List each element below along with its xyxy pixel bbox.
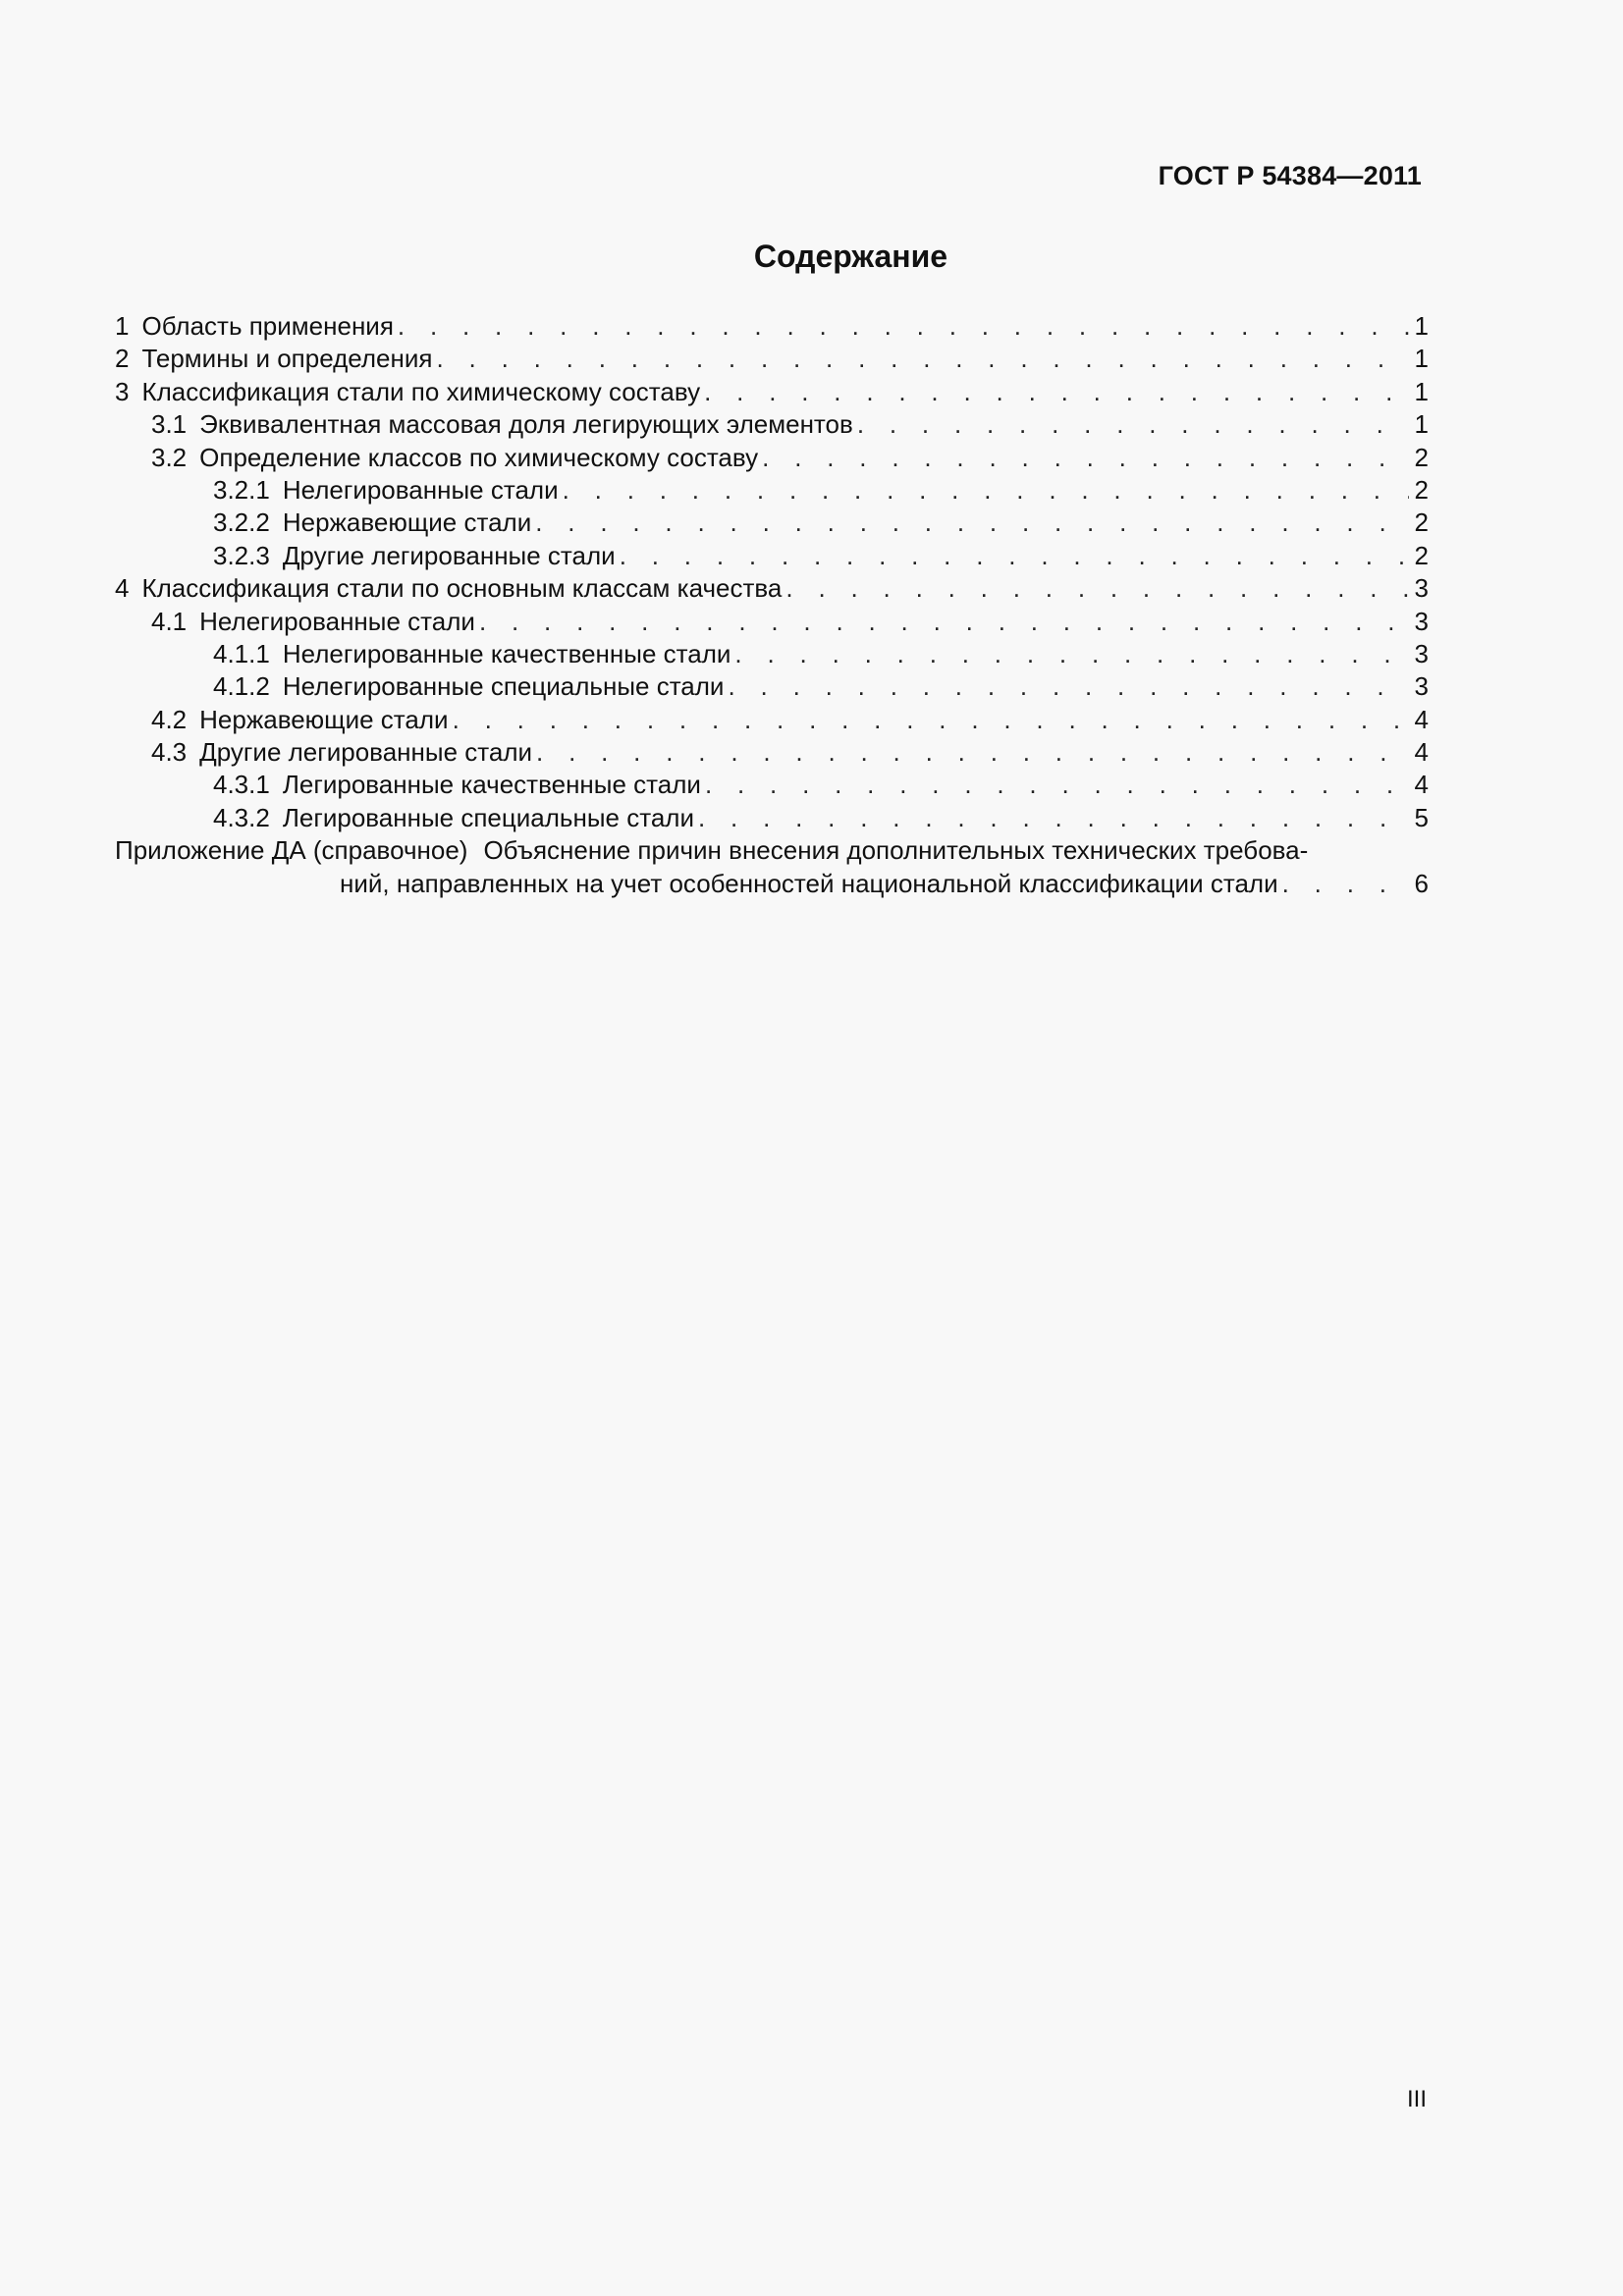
toc-leader-dots bbox=[1282, 868, 1409, 900]
toc-page-number: 4 bbox=[1414, 704, 1429, 734]
toc-title: Нержавеющие стали bbox=[282, 507, 532, 538]
toc-title: Легированные качественные стали bbox=[282, 770, 701, 800]
toc-leader-dots bbox=[734, 638, 1409, 670]
toc-leader-dots bbox=[398, 310, 1409, 343]
toc-number: 4.3.2 bbox=[213, 802, 270, 832]
page-number: III bbox=[1406, 2086, 1427, 2112]
toc-item-3-1[interactable] bbox=[115, 408, 1429, 441]
toc-item-3-2[interactable] bbox=[115, 442, 1429, 474]
toc-item-1[interactable] bbox=[115, 310, 1429, 343]
toc-page-number: 1 bbox=[1414, 376, 1429, 406]
toc-number: 4.1.2 bbox=[213, 671, 270, 702]
toc-item-4-3[interactable] bbox=[115, 736, 1429, 769]
doc-code: ГОСТ Р 54384—2011 bbox=[1158, 161, 1422, 190]
toc-number: 3.2.1 bbox=[213, 474, 270, 505]
toc-leader-dots bbox=[704, 376, 1409, 408]
toc-leader-dots bbox=[436, 343, 1409, 375]
toc-title: Другие легированные стали bbox=[282, 540, 616, 570]
toc-item-4[interactable] bbox=[115, 572, 1429, 605]
toc-title: Эквивалентная массовая доля легирующих элементов bbox=[199, 409, 853, 440]
toc-item-2[interactable] bbox=[115, 343, 1429, 375]
toc-number: 4.3 bbox=[151, 737, 188, 768]
toc-page-number: 1 bbox=[1414, 344, 1429, 374]
toc-leader-dots bbox=[535, 507, 1409, 539]
toc-page-number: 3 bbox=[1414, 573, 1429, 604]
toc-page-number: 3 bbox=[1414, 606, 1429, 636]
toc-number: 3.2.3 bbox=[213, 540, 270, 570]
toc-title: Нелегированные специальные стали bbox=[282, 671, 725, 702]
toc-leader-dots bbox=[620, 540, 1409, 572]
toc-title: Классификация стали по основным классам качества bbox=[141, 573, 783, 604]
toc-title: Нелегированные стали bbox=[282, 474, 559, 505]
toc-page-number: 5 bbox=[1414, 802, 1429, 832]
table-of-contents bbox=[115, 310, 1429, 900]
toc-number: 3.2 bbox=[151, 442, 188, 472]
toc-item-4-3-2[interactable] bbox=[115, 802, 1429, 834]
toc-leader-dots bbox=[698, 802, 1409, 834]
toc-item-3-2-2[interactable] bbox=[115, 507, 1429, 539]
toc-item-4-3-1[interactable] bbox=[115, 769, 1429, 801]
toc-number: 2 bbox=[115, 344, 130, 374]
toc-number: 3.1 bbox=[151, 409, 188, 440]
toc-item-4-1-1[interactable] bbox=[115, 638, 1429, 670]
toc-number: 3 bbox=[115, 376, 130, 406]
toc-leader-dots bbox=[705, 769, 1409, 801]
toc-leader-dots bbox=[785, 572, 1409, 605]
toc-item-4-1[interactable] bbox=[115, 606, 1429, 638]
toc-item-4-2[interactable] bbox=[115, 704, 1429, 736]
toc-page-number: 4 bbox=[1414, 770, 1429, 800]
toc-leader-dots bbox=[536, 736, 1409, 769]
toc-title: Легированные специальные стали bbox=[282, 802, 694, 832]
toc-number: 4.1 bbox=[151, 606, 188, 636]
toc-leader-dots bbox=[857, 408, 1409, 441]
toc-item-3-2-1[interactable] bbox=[115, 474, 1429, 507]
appendix-label: Приложение ДА (справочное) bbox=[115, 835, 468, 866]
toc-page-number: 2 bbox=[1414, 540, 1429, 570]
toc-item-appendix-da[interactable] bbox=[115, 834, 1429, 900]
toc-item-3-2-3[interactable] bbox=[115, 540, 1429, 572]
toc-page-number: 3 bbox=[1414, 671, 1429, 702]
toc-leader-dots bbox=[728, 670, 1409, 703]
toc-page-number: 1 bbox=[1414, 311, 1429, 341]
toc-leader-dots bbox=[479, 606, 1409, 638]
toc-title: Определение классов по химическому составу bbox=[199, 442, 759, 472]
toc-page-number: 4 bbox=[1414, 737, 1429, 768]
toc-page-number: 6 bbox=[1414, 868, 1429, 898]
toc-title: Нелегированные стали bbox=[199, 606, 475, 636]
toc-page-number: 1 bbox=[1414, 409, 1429, 440]
toc-page-number: 2 bbox=[1414, 474, 1429, 505]
toc-page-number: 2 bbox=[1414, 442, 1429, 472]
appendix-title-line2: ний, направленных на учет особенностей национальной классификации стали bbox=[340, 868, 1278, 898]
toc-item-3[interactable] bbox=[115, 376, 1429, 408]
toc-number: 3.2.2 bbox=[213, 507, 270, 538]
toc-title: Область применения bbox=[141, 311, 394, 341]
toc-number: 4.3.1 bbox=[213, 770, 270, 800]
toc-title: Нержавеющие стали bbox=[199, 704, 449, 734]
toc-title: Термины и определения bbox=[141, 344, 433, 374]
toc-page-number: 3 bbox=[1414, 638, 1429, 668]
toc-leader-dots bbox=[453, 704, 1409, 736]
toc-leader-dots bbox=[762, 442, 1409, 474]
toc-heading: Содержание bbox=[753, 239, 948, 274]
toc-title: Классификация стали по химическому составу bbox=[141, 376, 701, 406]
appendix-title-line1: Объяснение причин внесения дополнительных технических требова- bbox=[483, 835, 1309, 866]
toc-number: 1 bbox=[115, 311, 130, 341]
toc-number: 4.1.1 bbox=[213, 638, 270, 668]
toc-number: 4 bbox=[115, 573, 130, 604]
toc-number: 4.2 bbox=[151, 704, 188, 734]
toc-title: Нелегированные качественные стали bbox=[282, 638, 731, 668]
toc-page-number: 2 bbox=[1414, 507, 1429, 538]
toc-item-4-1-2[interactable] bbox=[115, 670, 1429, 703]
toc-leader-dots bbox=[563, 474, 1409, 507]
toc-title: Другие легированные стали bbox=[199, 737, 533, 768]
